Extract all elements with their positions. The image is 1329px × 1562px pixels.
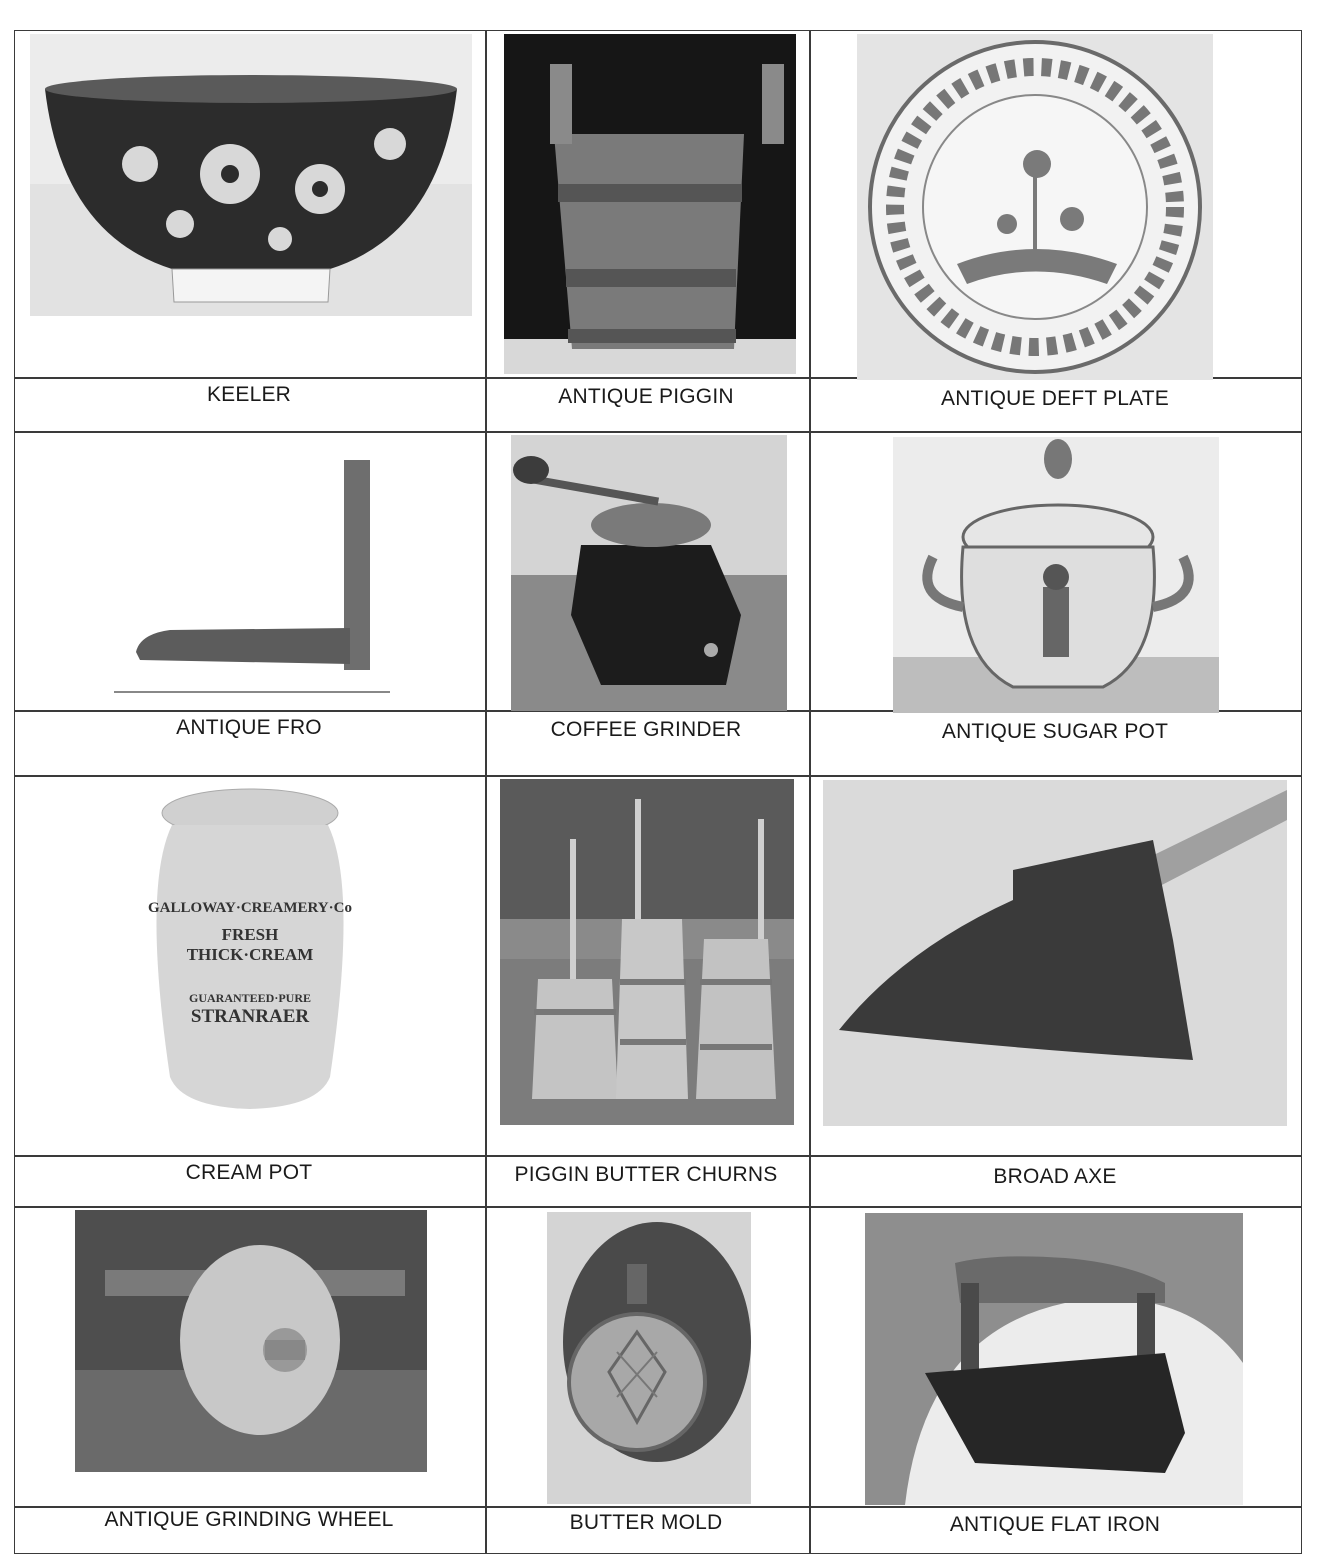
deft-plate-photo <box>857 34 1213 380</box>
cream-pot-line: STRANRAER <box>190 1006 310 1027</box>
keeler-bowl-photo <box>30 34 472 316</box>
item-label: KEELER <box>206 383 292 406</box>
cream-pot-lettering <box>148 900 352 1028</box>
item-label: ANTIQUE SUGAR POT <box>941 720 1169 743</box>
butter-churns-photo <box>500 779 794 1125</box>
column-divider <box>809 31 811 1553</box>
broad-axe-photo <box>823 780 1287 1126</box>
flat-iron-photo <box>865 1213 1243 1505</box>
coffee-grinder-photo <box>511 435 787 711</box>
item-label: CREAM POT <box>185 1161 313 1184</box>
butter-mold-photo <box>547 1212 751 1504</box>
item-label: BUTTER MOLD <box>569 1511 723 1534</box>
item-label: ANTIQUE DEFT PLATE <box>940 387 1170 410</box>
row-divider <box>15 431 1301 433</box>
sugar-pot-photo <box>893 437 1219 713</box>
item-label: PIGGIN BUTTER CHURNS <box>514 1163 778 1186</box>
item-label: ANTIQUE GRINDING WHEEL <box>104 1508 394 1531</box>
item-label: ANTIQUE PIGGIN <box>558 385 734 408</box>
item-label: ANTIQUE FLAT IRON <box>949 1513 1161 1536</box>
item-label: ANTIQUE FRO <box>176 716 322 739</box>
cream-pot-line: GUARANTEED·PURE <box>188 991 311 1005</box>
item-label: COFFEE GRINDER <box>550 718 742 741</box>
row-divider <box>15 1206 1301 1208</box>
grinding-wheel-photo <box>75 1210 427 1472</box>
cream-pot-line: THICK·CREAM <box>186 945 314 964</box>
cream-pot-line: GALLOWAY·CREAMERY·Co <box>148 900 352 916</box>
piggin-bucket-photo <box>504 34 796 374</box>
item-label: BROAD AXE <box>993 1165 1117 1188</box>
fro-tool-photo <box>110 452 394 698</box>
cream-pot-line: FRESH <box>221 925 279 944</box>
column-divider <box>485 31 487 1553</box>
row-divider <box>15 1155 1301 1157</box>
